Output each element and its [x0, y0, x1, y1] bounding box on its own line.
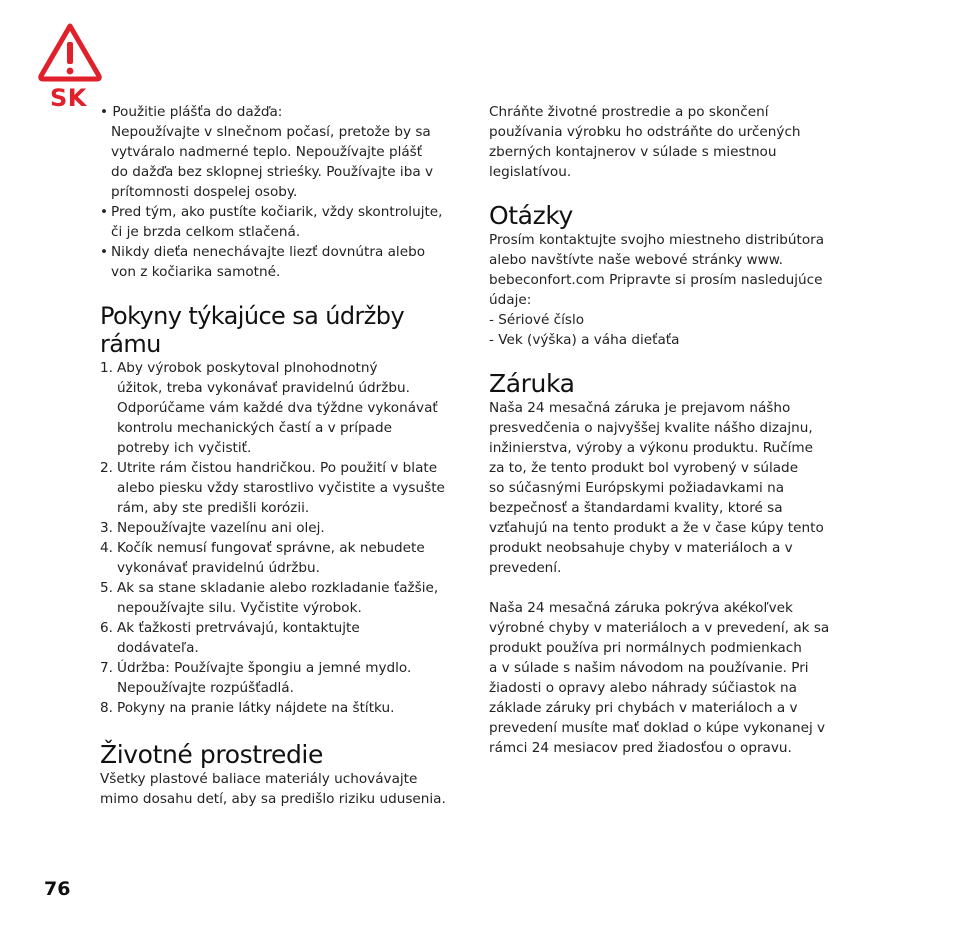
language-code: SK	[50, 84, 87, 112]
maintenance-list	[100, 358, 470, 718]
warning-triangle-icon	[37, 22, 103, 82]
list-item: 5. Ak sa stane skladanie alebo rozkladanie ťažšie, nepoužívajte silu. Vyčistite výrobok.	[100, 580, 439, 616]
list-item: • Použitie plášťa do dažďa: Nepoužívajte v slnečnom počasí, pretože by sa vytváralo nadmerné teplo. Nepoužívajte plášť do dažďa bez sklopnej strieśky. Používajte iba v prítomnosti dospelej osoby.	[100, 104, 434, 200]
list-item: • Nikdy dieťa nenechávajte liezť dovnútra alebo von z kočiarika samotné.	[100, 242, 470, 282]
safety-bullet-list	[100, 102, 470, 282]
right-column	[489, 102, 859, 758]
list-item: • Pred tým, ako pustíte kočiarik, vždy skontrolujte, či je brzda celkom stlačená.	[100, 202, 470, 242]
list-item: 6. Ak ťažkosti pretrvávajú, kontaktujte dodávateľa.	[100, 620, 360, 656]
page-number: 76	[44, 878, 71, 900]
environment-disposal-text: Chráňte životné prostredie a po skončení používania výrobku ho odstráňte do určených zberných kontajnerov v súlade s miestnou legislatívou.	[489, 104, 801, 180]
list-item: 1. Aby výrobok poskytoval plnohodnotný úžitok, treba vykonávať pravidelnú údržbu. Odporúčame vám každé dva týždne vykonávať kontrolu mechanických častí a v prípade potreby ich vyčistiť.	[100, 360, 438, 456]
list-item: 2. Utrite rám čistou handričkou. Po použití v blate alebo piesku vždy starostlivo vyčistite a vysušte rám, aby ste predišli korózii.	[100, 460, 445, 516]
list-item: 7. Údržba: Používajte špongiu a jemné mydlo. Nepoužívajte rozpúšťadlá.	[100, 660, 412, 696]
list-item: 8. Pokyny na pranie látky nájdete na štítku.	[100, 700, 395, 716]
questions-text: Prosím kontaktujte svojho miestneho distribútora alebo navštívte naše webové stránky www. bebeconfort.com Pripravte si prosím nasledujúce údaje: - Sériové číslo - Vek (výška) a váha dieťaťa	[489, 232, 825, 348]
warranty-paragraph: Naša 24 mesačná záruka pokrýva akékoľvek výrobné chyby v materiáloch a v prevedení, ak sa produkt používa pri normálnych podmienkach a v súlade s našim návodom na používanie. Pri žiadosti o opravy alebo náhrady súčiastok na základe záruky pri chybách v materiáloch a v prevedení musíte mať doklad o kúpe vykonanej v rámci 24 mesiacov pred žiadosťou o opravu.	[489, 600, 830, 756]
left-column	[100, 102, 470, 809]
maintenance-heading: Pokyny týkajúce sa údržby rámu	[100, 302, 405, 358]
warranty-heading: Záruka	[489, 369, 575, 398]
environment-text: Všetky plastové baliace materiály uchovávajte mimo dosahu detí, aby sa predišlo riziku udusenia.	[100, 771, 446, 807]
questions-heading: Otázky	[489, 201, 573, 230]
warranty-paragraph: Naša 24 mesačná záruka je prejavom nášho presvedčenia o najvyššej kvalite nášho dizajnu, inžinierstva, výroby a výkonu produktu. Ručíme za to, že tento produkt bol vyrobený v súlade so súčasnými Európskymi požiadavkami na bezpečnosť a štandardami kvality, ktoré sa vzťahujú na tento produkt a že v čase kúpy tento produkt neobsahuje chyby v materiáloch a v prevedení.	[489, 400, 824, 576]
list-item: 3. Nepoužívajte vazelínu ani olej.	[100, 520, 325, 536]
environment-heading: Životné prostredie	[100, 740, 323, 769]
list-item: 4. Kočík nemusí fungovať správne, ak nebudete vykonávať pravidelnú údržbu.	[100, 540, 425, 576]
